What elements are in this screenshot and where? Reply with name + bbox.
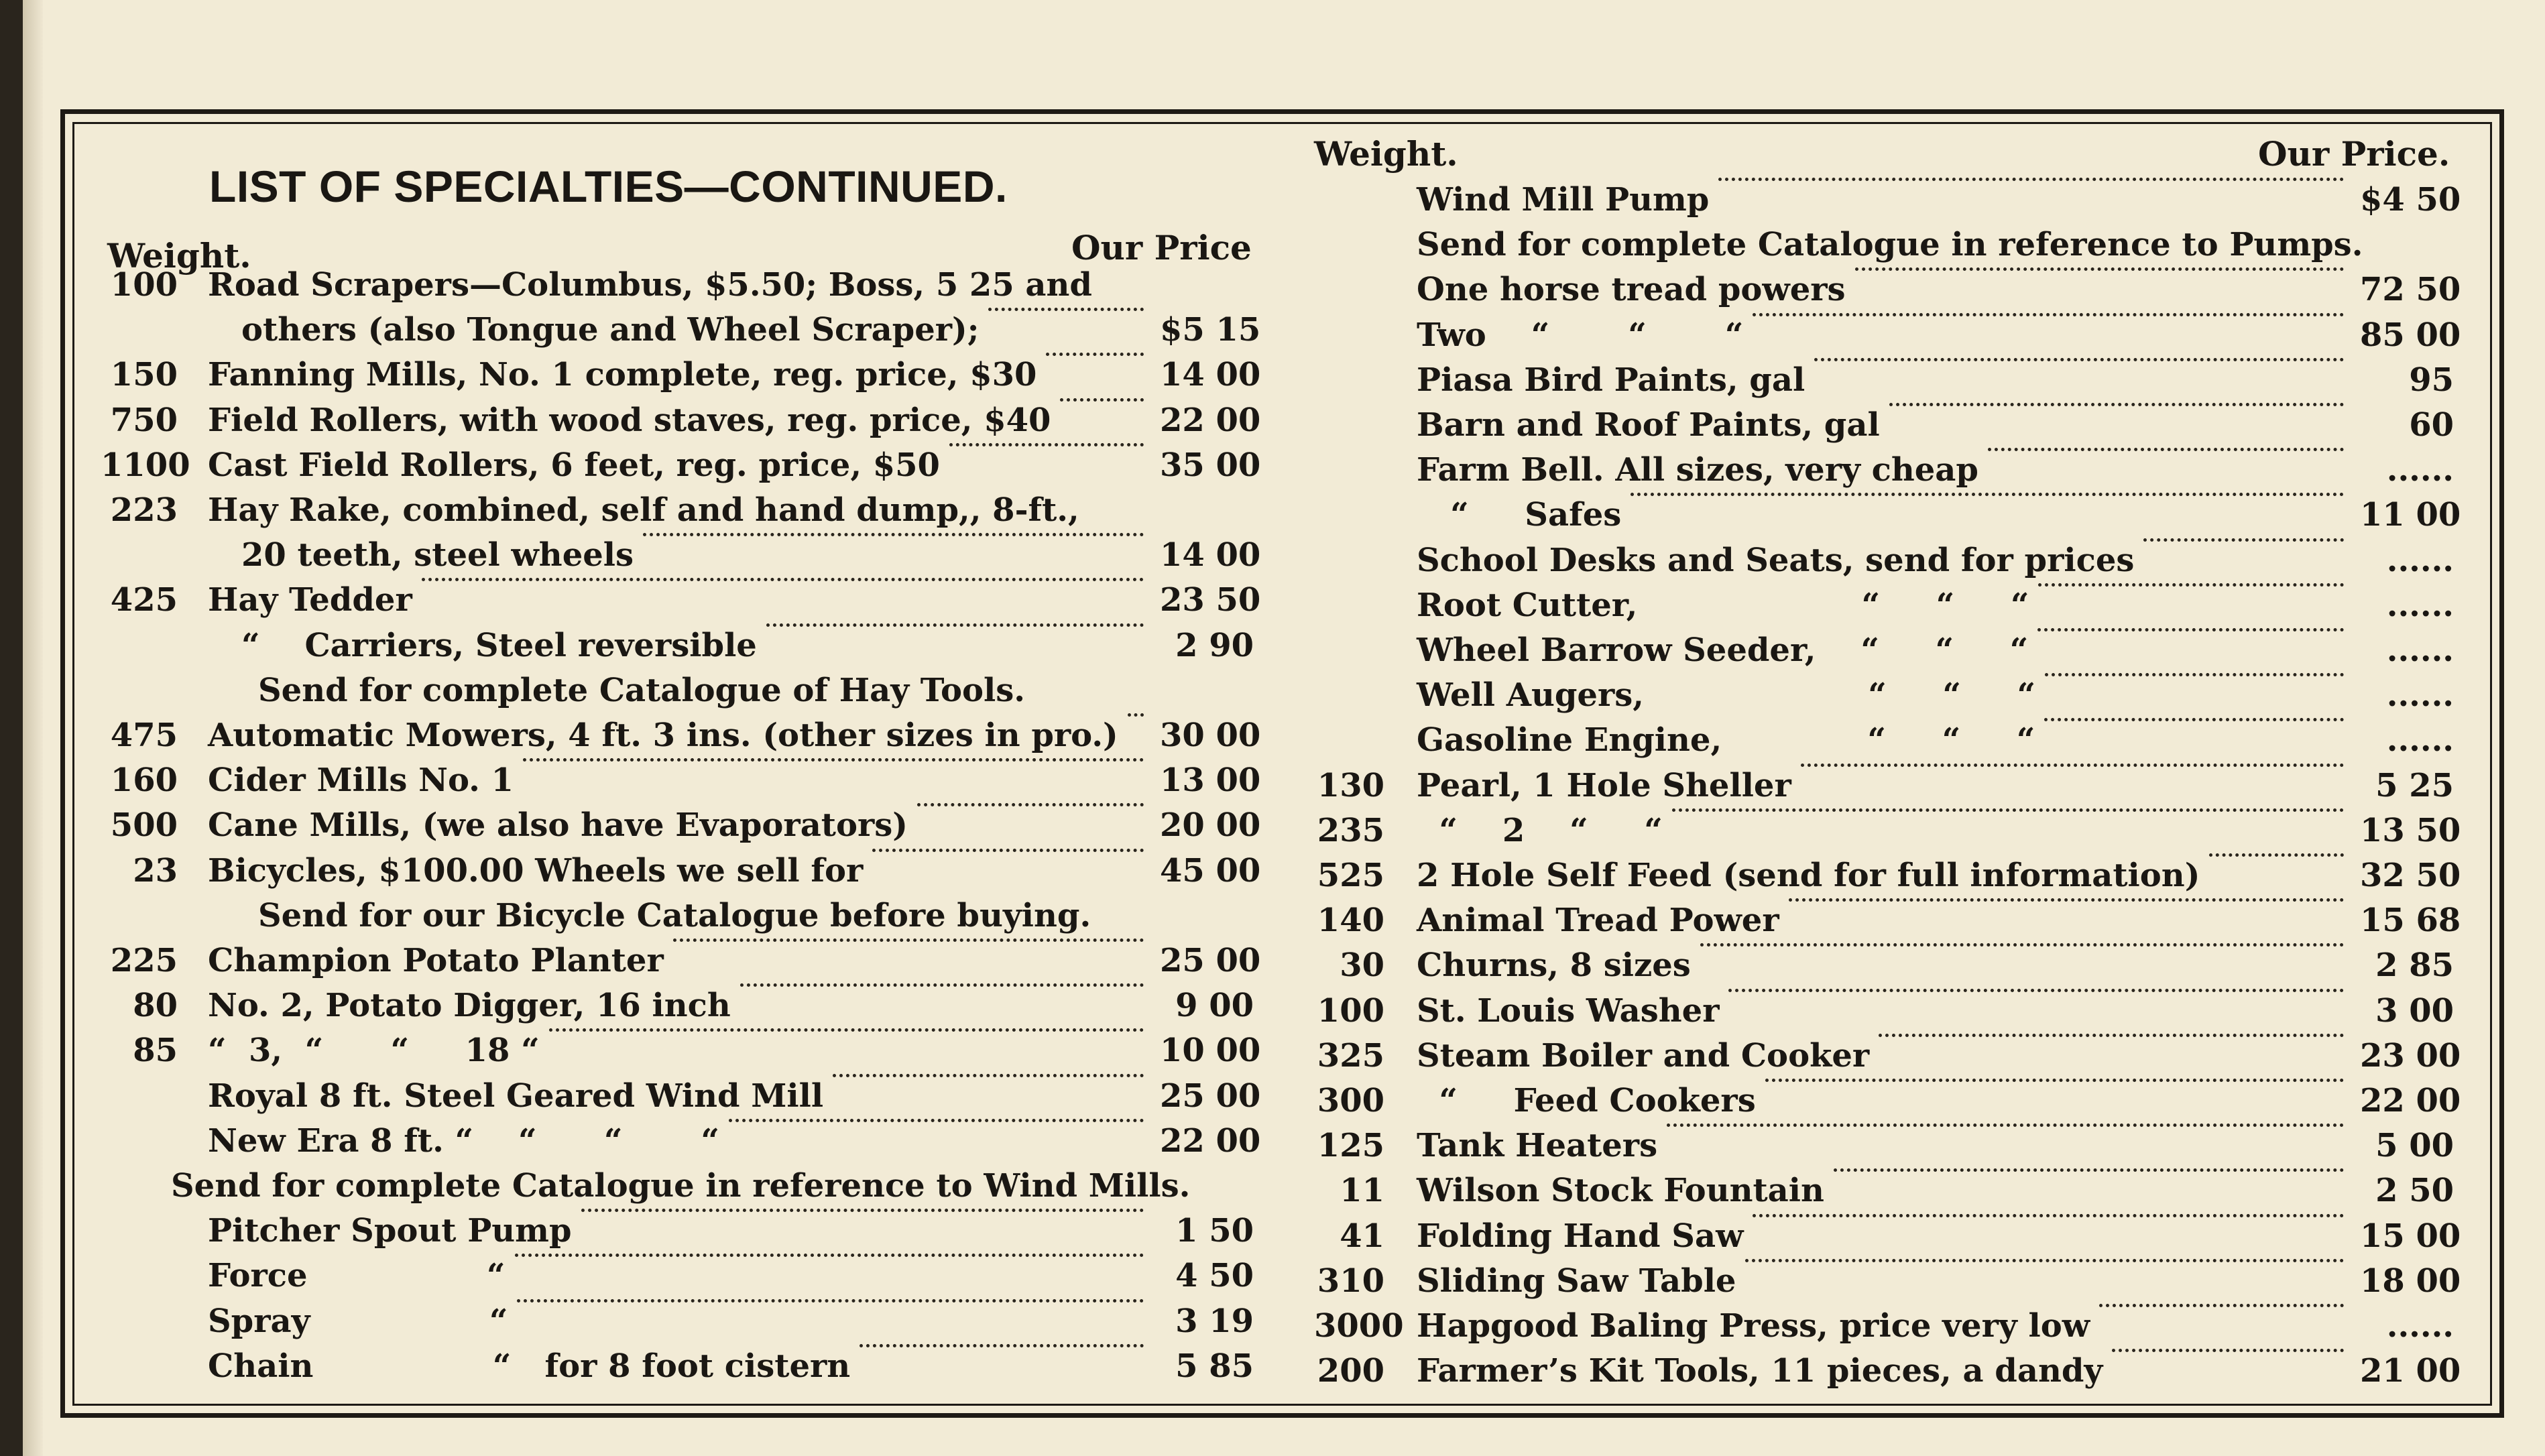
item-weight: 325	[1317, 1036, 1384, 1075]
item-price: 23 50	[1160, 581, 1261, 619]
item-weight: 500	[110, 806, 178, 845]
item-description: Well Augers, “ “ “	[1417, 676, 2036, 715]
item-weight: 80	[133, 987, 178, 1025]
list-item	[101, 1119, 1261, 1163]
item-price: 10 00	[1160, 1032, 1261, 1070]
list-item	[1314, 989, 2454, 1033]
item-description: Barn and Roof Paints, gal	[1417, 406, 1880, 444]
dot-leader	[1855, 267, 2344, 271]
item-price: 22 00	[2360, 1082, 2461, 1119]
item-price: 3 00	[2375, 991, 2454, 1030]
item-description: Champion Potato Planter	[208, 942, 664, 979]
item-weight: 223	[110, 491, 178, 529]
item-price: 13 50	[2360, 811, 2461, 849]
dot-leader	[1889, 403, 2344, 406]
page-gutter	[23, 0, 43, 1456]
list-item	[1314, 1349, 2461, 1393]
item-price: $4 50	[2360, 181, 2461, 219]
list-item	[1314, 718, 2454, 762]
item-weight: 140	[1317, 902, 1384, 940]
item-price: ......	[2386, 676, 2454, 715]
dot-leader	[1700, 943, 2344, 947]
item-description: “ 3, “ “ 18 “	[208, 1032, 540, 1070]
dot-leader	[1789, 898, 2344, 902]
item-description: New Era 8 ft. “ “ “ “	[208, 1121, 720, 1160]
item-price: 2 90	[1175, 626, 1254, 664]
left-price-header: Our Price	[1071, 228, 1252, 267]
item-weight: 130	[1317, 766, 1384, 804]
list-item	[101, 894, 1254, 938]
item-description: One horse tread powers	[1417, 271, 1846, 309]
item-price: 5 25	[2375, 766, 2454, 804]
dot-leader	[1765, 1079, 2344, 1082]
item-weight: 100	[110, 266, 178, 304]
item-description: Bicycles, $100.00 Wheels we sell for	[208, 851, 864, 890]
list-item	[101, 758, 1261, 802]
dot-leader	[729, 1119, 1144, 1122]
item-description: Farmer’s Kit Tools, 11 pieces, a dandy	[1417, 1352, 2103, 1390]
dot-leader	[833, 1074, 1144, 1077]
item-price: 3 19	[1175, 1302, 1254, 1340]
dot-leader	[422, 578, 1144, 581]
item-description: Automatic Mowers, 4 ft. 3 ins. (other sizes in pro.)	[208, 717, 1118, 754]
item-weight: 750	[110, 401, 178, 439]
item-description: others (also Tongue and Wheel Scraper);	[241, 311, 980, 349]
item-weight: 23	[133, 851, 178, 890]
dot-leader	[1753, 1214, 2344, 1217]
catalogue-note: Send for our Bicycle Catalogue before buying.	[258, 896, 1091, 934]
list-item	[101, 1299, 1254, 1343]
item-price: 5 00	[2375, 1127, 2454, 1165]
list-item	[1314, 1079, 2461, 1123]
item-description: Chain “ for 8 foot cistern	[208, 1347, 851, 1385]
dot-leader	[1814, 358, 2344, 361]
list-item	[1314, 358, 2454, 402]
dot-leader	[1834, 1168, 2344, 1172]
dot-leader	[1060, 398, 1144, 402]
item-description: Fanning Mills, No. 1 complete, reg. price, $30	[208, 356, 1037, 394]
item-price: ......	[2386, 586, 2454, 624]
item-description: Pearl, 1 Hole Sheller	[1417, 766, 1791, 804]
item-price: ......	[2386, 631, 2454, 669]
item-price: 14 00	[1160, 536, 1261, 574]
item-weight: 30	[1340, 947, 1384, 985]
item-price: 25 00	[1160, 1077, 1261, 1115]
item-description: 2 Hole Self Feed (send for full information)	[1417, 857, 2200, 894]
item-price: 2 50	[2375, 1172, 2454, 1210]
dot-leader	[1672, 808, 2344, 812]
item-price: 45 00	[1160, 851, 1261, 890]
item-price: 35 00	[1160, 446, 1261, 484]
item-price: 18 00	[2360, 1262, 2461, 1300]
dot-leader	[1745, 1259, 2344, 1262]
item-description: Churns, 8 sizes	[1417, 947, 1691, 985]
book-spine	[0, 0, 23, 1456]
list-item	[101, 1028, 1261, 1073]
item-price: $5 15	[1160, 311, 1261, 349]
dot-leader	[949, 443, 1144, 446]
dot-leader	[872, 849, 1144, 852]
item-price: 85 00	[2360, 316, 2461, 354]
item-price: 20 00	[1160, 806, 1261, 845]
list-item	[101, 353, 1261, 397]
item-price: 60	[2409, 406, 2454, 444]
item-price: ......	[2386, 451, 2454, 489]
item-weight: 160	[110, 762, 178, 800]
item-price: 22 00	[1160, 1121, 1261, 1160]
item-description: Pitcher Spout Pump	[208, 1212, 572, 1250]
list-item	[101, 443, 1261, 487]
item-description: “ Feed Cookers	[1417, 1082, 1756, 1119]
item-weight: 200	[1317, 1352, 1384, 1390]
list-item	[101, 1344, 1254, 1388]
item-price: 11 00	[2360, 496, 2461, 534]
item-description: Royal 8 ft. Steel Geared Wind Mill	[208, 1077, 824, 1115]
list-item	[101, 398, 1261, 442]
dot-leader	[2099, 1304, 2344, 1307]
list-item	[101, 578, 1261, 622]
dot-leader	[2044, 718, 2344, 721]
catalogue-note: Send for complete Catalogue in reference to Wind Mills.	[171, 1167, 1191, 1205]
item-description: 20 teeth, steel wheels	[241, 536, 634, 574]
item-description: “ 2 “ “	[1417, 811, 1663, 849]
item-description: St. Louis Washer	[1417, 991, 1720, 1030]
item-price: 95	[2409, 361, 2454, 399]
list-item	[101, 1254, 1254, 1298]
dot-leader	[1046, 353, 1144, 356]
item-weight: 300	[1317, 1082, 1384, 1119]
list-item	[1314, 223, 2454, 267]
item-weight: 125	[1317, 1127, 1384, 1165]
list-item	[1314, 403, 2454, 447]
item-price: 14 00	[1160, 356, 1261, 394]
list-item	[1314, 898, 2461, 943]
item-weight: 425	[110, 581, 178, 619]
dot-leader	[523, 758, 1144, 762]
item-price: 2 85	[2375, 947, 2454, 985]
item-weight: 150	[110, 356, 178, 394]
dot-leader	[643, 533, 1144, 536]
dot-leader	[1631, 493, 2344, 496]
item-price: ......	[2386, 721, 2454, 760]
dot-leader	[1801, 764, 2344, 767]
item-description: Wilson Stock Fountain	[1417, 1172, 1824, 1210]
dot-leader	[2112, 1349, 2344, 1352]
list-item	[1314, 1304, 2454, 1348]
item-weight: 1100	[101, 446, 190, 484]
item-weight: 11	[1340, 1172, 1384, 1210]
list-item	[101, 713, 1261, 757]
list-item	[1314, 1259, 2461, 1303]
item-description: Wheel Barrow Seeder, “ “ “	[1417, 631, 2029, 669]
item-description: Force “	[208, 1257, 506, 1295]
item-description: “ Carriers, Steel reversible	[241, 626, 757, 664]
list-item	[1314, 1214, 2461, 1258]
list-item	[1314, 313, 2461, 357]
page-title: LIST OF SPECIALTIES—CONTINUED.	[209, 162, 1008, 211]
item-description: School Desks and Seats, send for prices	[1417, 541, 2135, 579]
item-weight: 41	[1340, 1217, 1384, 1255]
list-item	[1314, 673, 2454, 717]
item-description: Farm Bell. All sizes, very cheap	[1417, 451, 1978, 489]
list-item	[1314, 853, 2461, 898]
right-weight-header: Weight.	[1314, 134, 1458, 174]
list-item	[101, 983, 1254, 1028]
item-description: Two “ “ “	[1417, 316, 1744, 354]
item-price: 15 00	[2360, 1217, 2461, 1255]
dot-leader	[2037, 628, 2344, 631]
item-description: Road Scrapers—Columbus, $5.50; Boss, 5 25 and	[208, 266, 1092, 304]
dot-leader	[673, 938, 1144, 942]
item-weight: 100	[1317, 991, 1384, 1030]
list-item	[1314, 538, 2454, 583]
item-description: Spray “	[208, 1302, 508, 1340]
list-item	[101, 533, 1261, 577]
list-item	[101, 488, 1254, 532]
item-weight: 310	[1317, 1262, 1384, 1300]
item-description: Hay Tedder	[208, 581, 412, 619]
list-item	[1314, 267, 2461, 312]
dot-leader	[1753, 313, 2344, 316]
item-description: Folding Hand Saw	[1417, 1217, 1744, 1255]
dot-leader	[517, 1299, 1144, 1302]
dot-leader	[860, 1344, 1144, 1347]
list-item	[101, 938, 1261, 983]
dot-leader	[1128, 713, 1144, 717]
dot-leader	[581, 1209, 1144, 1212]
item-description: “ Safes	[1417, 496, 1622, 534]
dot-leader	[2038, 583, 2344, 587]
item-weight: 85	[133, 1032, 178, 1070]
list-item	[1314, 628, 2454, 672]
item-price: 4 50	[1175, 1257, 1254, 1295]
item-price: 25 00	[1160, 942, 1261, 979]
list-item	[101, 1209, 1254, 1253]
list-item	[101, 623, 1254, 668]
dot-leader	[766, 623, 1144, 627]
list-item	[1314, 1124, 2454, 1168]
item-price: 13 00	[1160, 762, 1261, 800]
dot-leader	[2209, 853, 2344, 857]
list-item	[101, 1164, 1254, 1208]
item-price: 23 00	[2360, 1036, 2461, 1075]
item-description: No. 2, Potato Digger, 16 inch	[208, 987, 731, 1025]
list-item	[1314, 1168, 2454, 1213]
item-description: Steam Boiler and Cooker	[1417, 1036, 1870, 1075]
dot-leader	[1718, 178, 2344, 181]
catalogue-note: Send for complete Catalogue in reference to Pumps.	[1417, 226, 2363, 264]
item-weight: 235	[1317, 811, 1384, 849]
item-weight: 3000	[1314, 1307, 1404, 1345]
item-price: 72 50	[2360, 271, 2461, 309]
item-description: Gasoline Engine, “ “ “	[1417, 721, 2035, 760]
list-item	[1314, 1034, 2461, 1078]
item-description: Sliding Saw Table	[1417, 1262, 1736, 1300]
dot-leader	[917, 803, 1144, 806]
item-price: 1 50	[1175, 1212, 1254, 1250]
catalogue-note: Send for complete Catalogue of Hay Tools.	[258, 671, 1026, 709]
left-weight-header: Weight.	[107, 236, 251, 276]
item-description: Tank Heaters	[1417, 1127, 1658, 1165]
item-weight: 475	[110, 717, 178, 754]
item-description: Piasa Bird Paints, gal	[1417, 361, 1806, 399]
dot-leader	[1988, 448, 2344, 451]
list-item	[101, 803, 1261, 847]
item-description: Cane Mills, (we also have Evaporators)	[208, 806, 908, 845]
item-description: Field Rollers, with wood staves, reg. price, $40	[208, 401, 1051, 439]
item-price: 9 00	[1175, 987, 1254, 1025]
dot-leader	[988, 308, 1144, 311]
list-item	[101, 1074, 1261, 1118]
item-price: 32 50	[2360, 857, 2461, 894]
item-weight: 525	[1317, 857, 1384, 894]
item-description: Root Cutter, “ “ “	[1417, 586, 2029, 624]
dot-leader	[2045, 673, 2344, 676]
list-item	[1314, 764, 2454, 808]
list-item	[1314, 583, 2454, 627]
item-description: Cast Field Rollers, 6 feet, reg. price, $50	[208, 446, 940, 484]
list-item	[101, 308, 1261, 352]
dot-leader	[1667, 1124, 2344, 1127]
right-price-header: Our Price.	[2258, 134, 2450, 174]
dot-leader	[515, 1254, 1144, 1257]
list-item	[101, 263, 1254, 307]
list-item	[1314, 448, 2454, 492]
item-price: 21 00	[2360, 1352, 2461, 1390]
dot-leader	[549, 1028, 1144, 1032]
item-description: Cider Mills No. 1	[208, 762, 514, 800]
item-weight: 225	[110, 942, 178, 979]
dot-leader	[740, 983, 1144, 987]
dot-leader	[1728, 989, 2344, 992]
list-item	[1314, 943, 2454, 987]
list-item	[1314, 178, 2461, 222]
dot-leader	[1879, 1034, 2344, 1037]
item-description: Animal Tread Power	[1417, 902, 1779, 940]
list-item	[1314, 808, 2461, 853]
item-price: ......	[2386, 1307, 2454, 1345]
list-item	[101, 849, 1261, 893]
dot-leader	[2143, 538, 2344, 542]
item-price: ......	[2386, 541, 2454, 579]
item-price: 5 85	[1175, 1347, 1254, 1385]
item-description: Wind Mill Pump	[1417, 181, 1710, 219]
list-item	[101, 668, 1254, 713]
item-price: 15 68	[2360, 902, 2461, 940]
item-description: Hapgood Baling Press, price very low	[1417, 1307, 2090, 1345]
item-description: Hay Rake, combined, self and hand dump,, 8-ft.,	[208, 491, 1079, 529]
list-item	[1314, 493, 2461, 537]
item-price: 22 00	[1160, 401, 1261, 439]
item-price: 30 00	[1160, 717, 1261, 754]
